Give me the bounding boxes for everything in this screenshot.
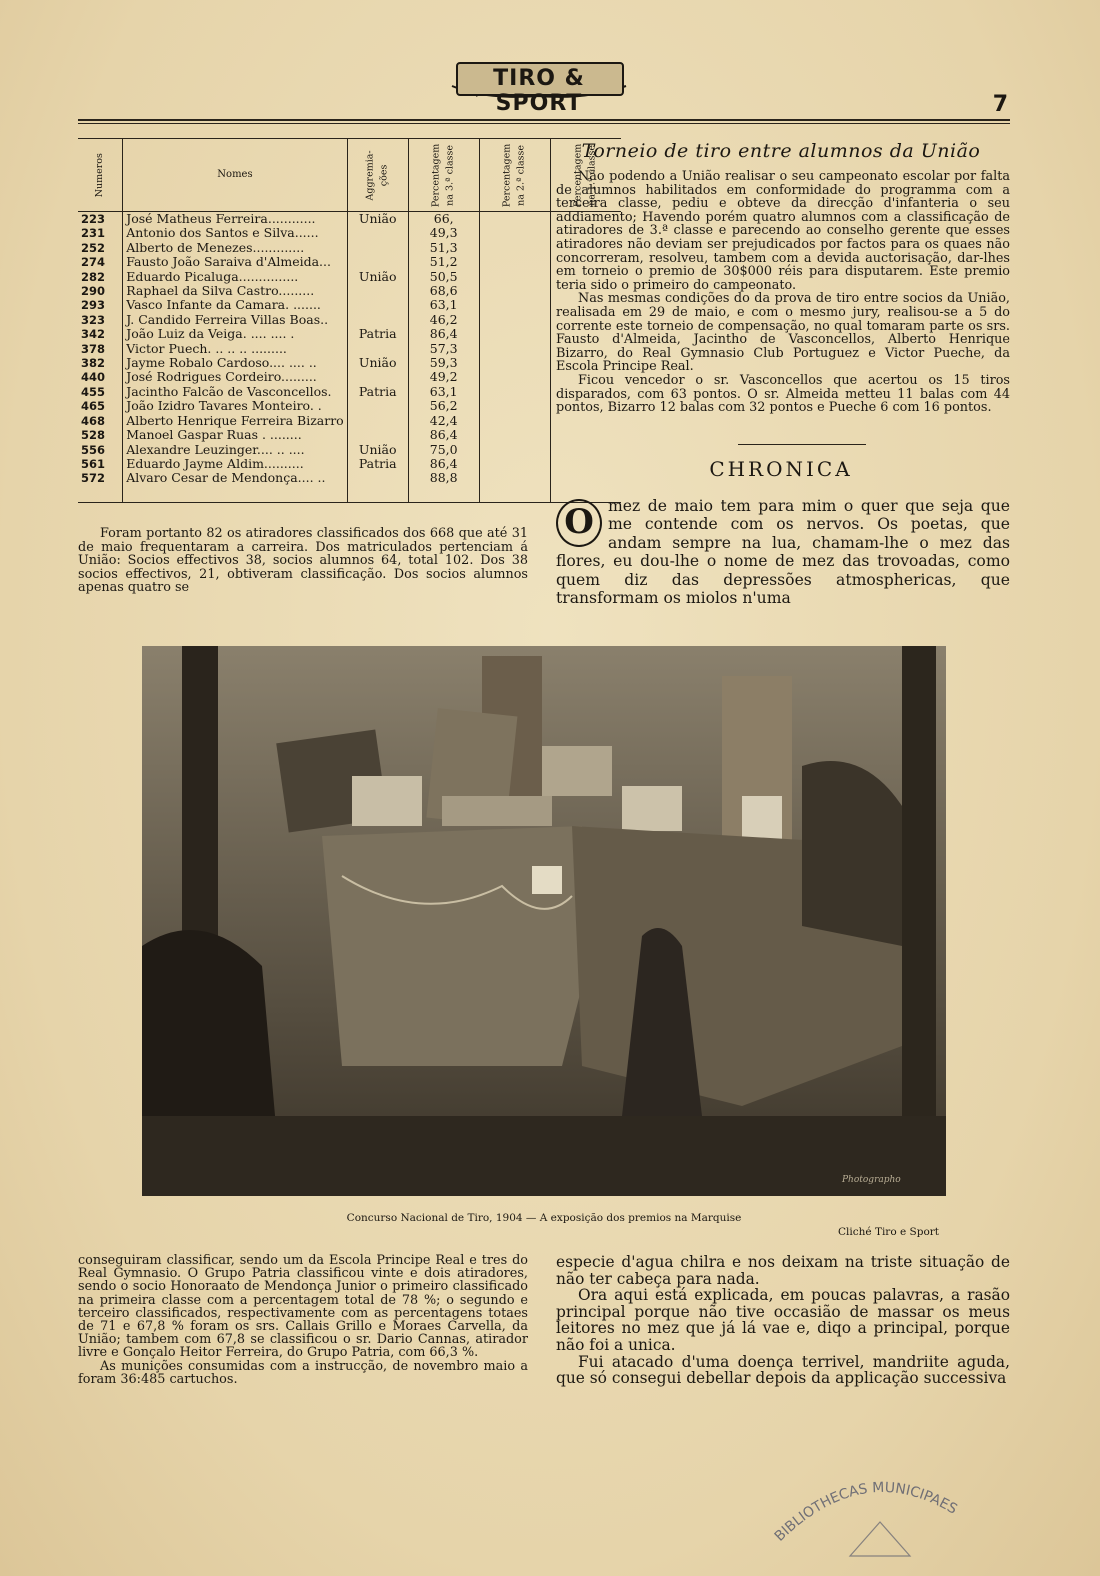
row-name: Alberto de Menezes............. bbox=[123, 241, 348, 255]
row-number: 323 bbox=[81, 312, 106, 327]
bottom-right-paragraph-1: especie d'agua chilra e nos deixam na triste situação de não ter cabeça para nada. bbox=[556, 1253, 1010, 1288]
row-empty-cell bbox=[479, 356, 550, 370]
chronica-paragraph: mez de maio tem para mim o quer que seja que me contende com os nervos. Os poetas, que andam sempre na lua, chamam-lhe o mez das flores, eu dou-lhe o nome de mez das trovoadas, como quem diz das depressões atmosphericas, que transformam os miolos n'uma bbox=[556, 497, 1010, 608]
row-percentage: 86,4 bbox=[408, 327, 479, 341]
row-empty-cell bbox=[479, 428, 550, 442]
bottom-left-paragraph-2: As munições consumidas com a instrucção, de novembro maio a foram 36:485 cartuchos. bbox=[78, 1358, 528, 1387]
row-percentage: 57,3 bbox=[408, 342, 479, 356]
row-group: União bbox=[347, 212, 408, 227]
exhibition-photo bbox=[142, 646, 946, 1196]
row-empty-cell bbox=[479, 370, 550, 384]
row-empty-cell bbox=[550, 414, 621, 428]
row-empty-cell bbox=[479, 313, 550, 327]
torneio-paragraph-1: Não podendo a União realisar o seu campeonato escolar por falta de alumnos habilitados em conformidade do programma com a terceira classe, pediu e obteve da direcção d'infanteria o seu addiamento; Havendo porém quatro alumnos com a classificação de atiradores de 3.ª classe e parecendo ao conselho gerente que esses atiradores não deviam ser prejudicados por factos para os quaes não concorreram, resolveu, tambem com a devida auctorisação, dar-lhes em torneio o premio de 30$000 réis para disputarem. Este premio teria sido o primeiro do campeonato. bbox=[556, 169, 1010, 293]
row-empty-cell bbox=[479, 457, 550, 471]
row-number: 252 bbox=[81, 240, 106, 255]
header-aggremiacoes: Aggremia-ções bbox=[364, 149, 390, 201]
row-percentage: 86,4 bbox=[408, 457, 479, 471]
row-number: 572 bbox=[78, 471, 123, 502]
left-paragraph: Foram portanto 82 os atiradores classificados dos 668 que até 31 de maio frequentaram a carreira. Dos matriculados pertenciam á União: Socios effectivos 38, socios alumnos 64, total 102. Dos 38 socios effectivos, 21, obtiveram classificação. Dos socios alumnos apenas quatro se bbox=[78, 526, 528, 596]
bottom-left-paragraph-1: conseguiram classificar, sendo um da Escola Principe Real e tres do Real Gymnasio. O Grupo Patria classificou vinte e dois atiradores, sendo o socio Honoraato de Mendonça Junior o primeiro classificado na primeira classe com a percentagem total de 78 %; o segundo e terceiro classificados, respectivamente com as percentagens totaes de 71 e 67,8 % foram os srs. Callais Grillo e Moraes Carvella, da União; tambem com 67,8 se classificou o sr. Dario Cannas, atirador livre e Gonçalo Heitor Ferreira, do Grupo Patria, com 66,3 %. bbox=[78, 1253, 528, 1361]
row-name: João Izidro Tavares Monteiro. . bbox=[123, 399, 348, 413]
row-percentage: 49,3 bbox=[408, 226, 479, 240]
row-number: 440 bbox=[81, 370, 106, 385]
row-number: 282 bbox=[81, 269, 106, 284]
row-empty-cell bbox=[479, 414, 550, 428]
row-empty-cell bbox=[479, 255, 550, 269]
table-row bbox=[78, 313, 621, 327]
table-row bbox=[78, 370, 621, 384]
row-empty-cell bbox=[479, 241, 550, 255]
row-group bbox=[347, 284, 408, 298]
row-percentage: 63,1 bbox=[408, 298, 479, 312]
table-row bbox=[78, 457, 621, 471]
table-row bbox=[78, 298, 621, 312]
row-number: 556 bbox=[81, 442, 106, 457]
row-group: União bbox=[347, 356, 408, 370]
row-name: José Matheus Ferreira............ bbox=[123, 212, 348, 227]
row-number: 468 bbox=[81, 413, 106, 428]
row-percentage: 68,6 bbox=[408, 284, 479, 298]
table-row bbox=[78, 284, 621, 298]
row-name: Jayme Robalo Cardoso.... .... .. bbox=[123, 356, 348, 370]
row-percentage: 50,5 bbox=[408, 270, 479, 284]
header-rule-thin bbox=[78, 123, 1010, 124]
table-row bbox=[78, 428, 621, 442]
row-number: 382 bbox=[81, 356, 106, 371]
row-name: Eduardo Picaluga............... bbox=[123, 270, 348, 284]
row-name: Alvaro Cesar de Mendonça.... .. bbox=[123, 471, 348, 502]
row-number: 528 bbox=[81, 428, 106, 443]
row-empty-cell bbox=[479, 284, 550, 298]
row-group bbox=[347, 298, 408, 312]
row-empty-cell bbox=[479, 212, 550, 227]
row-group bbox=[347, 226, 408, 240]
photo-signature: Photographo bbox=[842, 1175, 901, 1185]
row-number: 342 bbox=[81, 327, 106, 342]
torneio-article bbox=[556, 170, 1010, 415]
row-group bbox=[347, 414, 408, 428]
scores-table bbox=[78, 138, 621, 503]
table-row bbox=[78, 270, 621, 284]
row-name: Alberto Henrique Ferreira Bizarro bbox=[123, 414, 348, 428]
table-row bbox=[78, 212, 621, 227]
row-percentage: 49,2 bbox=[408, 370, 479, 384]
library-stamp bbox=[760, 1452, 1000, 1562]
row-group bbox=[347, 399, 408, 413]
row-number: 293 bbox=[81, 298, 106, 313]
row-number: 455 bbox=[81, 384, 106, 399]
row-empty-cell bbox=[479, 342, 550, 356]
row-group: Patria bbox=[347, 385, 408, 399]
bottom-left-article bbox=[78, 1254, 528, 1386]
row-empty-cell bbox=[479, 471, 550, 502]
row-percentage: 56,2 bbox=[408, 399, 479, 413]
row-percentage: 51,2 bbox=[408, 255, 479, 269]
row-empty-cell bbox=[550, 443, 621, 457]
table-row bbox=[78, 255, 621, 269]
row-empty-cell bbox=[479, 327, 550, 341]
table-row bbox=[78, 443, 621, 457]
chronica-heading: CHRONICA bbox=[709, 457, 853, 481]
bottom-right-paragraph-3: Fui atacado d'uma doença terrivel, mandriite aguda, que só consegui debellar depois da applicação successiva bbox=[556, 1352, 1010, 1388]
row-number: 378 bbox=[81, 341, 106, 356]
row-percentage: 46,2 bbox=[408, 313, 479, 327]
row-group bbox=[347, 342, 408, 356]
torneio-paragraph-3: Ficou vencedor o sr. Vasconcellos que acertou os 15 tiros disparados, com 63 pontos. O sr. Almeida metteu 11 balas com 44 pontos, Bizarro 12 balas com 32 pontos e Pueche 6 com 16 pontos. bbox=[556, 372, 1010, 416]
row-number: 223 bbox=[81, 212, 106, 226]
masthead-logo bbox=[446, 56, 632, 116]
row-name: Antonio dos Santos e Silva...... bbox=[123, 226, 348, 240]
row-percentage: 66, bbox=[408, 212, 479, 227]
row-percentage: 75,0 bbox=[408, 443, 479, 457]
table-row bbox=[78, 241, 621, 255]
row-number: 274 bbox=[81, 255, 106, 270]
row-group: União bbox=[347, 270, 408, 284]
table-row bbox=[78, 471, 621, 502]
header-pct-1: Percentagem na 1.ª classe bbox=[572, 143, 598, 207]
torneio-paragraph-2: Nas mesmas condições do da prova de tiro entre socios da União, realisada em 29 de maio, e com o mesmo jury, realisou-se a 5 do corrente este torneio de compensação, no qual tomaram parte os srs. Fausto d'Almeida, Jacintho de Vasconcellos, Alberto Henrique Bizarro, do Real Gymnasio Club Portuguez e Victor Pueche, da Escola Principe Real. bbox=[556, 291, 1010, 375]
row-name: João Luiz da Veiga. .... .... . bbox=[123, 327, 348, 341]
row-percentage: 86,4 bbox=[408, 428, 479, 442]
row-empty-cell bbox=[479, 385, 550, 399]
row-group bbox=[347, 313, 408, 327]
row-number: 231 bbox=[81, 226, 106, 241]
row-number: 465 bbox=[81, 399, 106, 414]
row-group: Patria bbox=[347, 457, 408, 471]
row-number: 290 bbox=[81, 284, 106, 299]
table-row bbox=[78, 226, 621, 240]
torneio-heading: Torneio de tiro entre alumnos da União bbox=[581, 140, 981, 162]
row-empty-cell bbox=[479, 226, 550, 240]
table-row bbox=[78, 414, 621, 428]
row-percentage: 42,4 bbox=[408, 414, 479, 428]
page-number: 7 bbox=[992, 92, 1008, 117]
row-group bbox=[347, 370, 408, 384]
svg-text:BIBLIOTHECAS MUNICIPAES bbox=[772, 1480, 960, 1545]
header-rule bbox=[78, 119, 1010, 121]
row-name: Manoel Gaspar Ruas . ........ bbox=[123, 428, 348, 442]
header-nomes: Nomes bbox=[123, 139, 348, 212]
header-pct-2: Percentagem na 2.ª classe bbox=[501, 143, 527, 207]
row-percentage: 59,3 bbox=[408, 356, 479, 370]
row-group bbox=[347, 471, 408, 502]
row-percentage: 63,1 bbox=[408, 385, 479, 399]
row-name: J. Candido Ferreira Villas Boas.. bbox=[123, 313, 348, 327]
row-empty-cell bbox=[479, 443, 550, 457]
header-numeros: Numeros bbox=[93, 152, 105, 198]
masthead-title: TIRO & SPORT bbox=[493, 66, 585, 116]
dropcap: O bbox=[556, 499, 602, 547]
row-name: Eduardo Jayme Aldim.......... bbox=[123, 457, 348, 471]
row-name: Raphael da Silva Castro......... bbox=[123, 284, 348, 298]
row-empty-cell bbox=[479, 298, 550, 312]
bottom-right-paragraph-2: Ora aqui está explicada, em poucas palavras, a rasão principal porque não tive occasião de massar os meus leitores no mez que já lá vae e, diqo a principal, porque não foi a unica. bbox=[556, 1286, 1010, 1354]
stamp-text: BIBLIOTHECAS MUNICIPAES bbox=[771, 1479, 960, 1545]
row-group: Patria bbox=[347, 327, 408, 341]
row-empty-cell bbox=[550, 428, 621, 442]
row-group bbox=[347, 241, 408, 255]
row-percentage: 51,3 bbox=[408, 241, 479, 255]
row-name: Vasco Infante da Camara. ....... bbox=[123, 298, 348, 312]
chronica-rule bbox=[738, 444, 866, 445]
row-percentage: 88,8 bbox=[408, 471, 479, 502]
photo-caption: Concurso Nacional de Tiro, 1904 — A exposição dos premios na Marquise bbox=[346, 1212, 742, 1224]
row-name: Fausto João Saraiva d'Almeida... bbox=[123, 255, 348, 269]
bottom-right-article bbox=[556, 1254, 1010, 1387]
row-group bbox=[347, 428, 408, 442]
row-name: Alexandre Leuzinger.... .. .... bbox=[123, 443, 348, 457]
chronica-article bbox=[556, 497, 1010, 607]
row-empty-cell bbox=[479, 399, 550, 413]
row-empty-cell bbox=[479, 270, 550, 284]
row-number: 561 bbox=[81, 456, 106, 471]
table-row bbox=[78, 385, 621, 399]
row-name: Victor Puech. .. .. .. ......... bbox=[123, 342, 348, 356]
row-name: José Rodrigues Cordeiro......... bbox=[123, 370, 348, 384]
table-row bbox=[78, 342, 621, 356]
photo-credit: Cliché Tiro e Sport bbox=[838, 1226, 940, 1238]
row-group bbox=[347, 255, 408, 269]
left-continuation bbox=[78, 527, 528, 595]
table-row bbox=[78, 356, 621, 370]
table-row bbox=[78, 399, 621, 413]
table-row bbox=[78, 327, 621, 341]
row-name: Jacintho Falcão de Vasconcellos. bbox=[123, 385, 348, 399]
row-group: União bbox=[347, 443, 408, 457]
header-pct-3: Percentagem na 3.ª classe bbox=[430, 143, 456, 207]
